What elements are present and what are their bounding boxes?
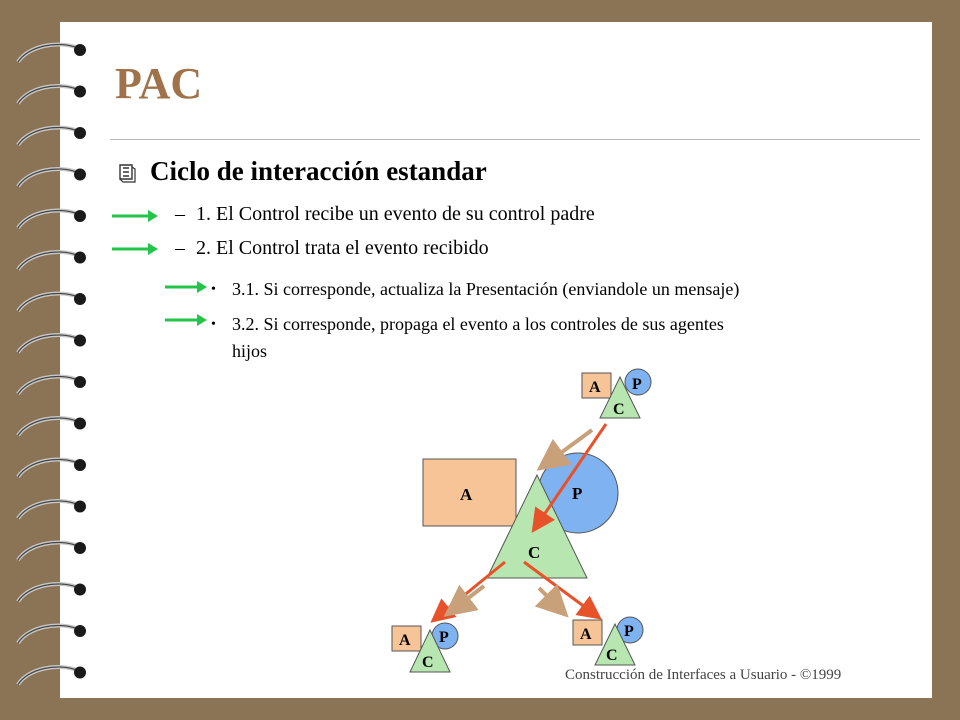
subitem-bullet: • [211, 317, 216, 332]
parent-agent [582, 369, 651, 418]
abstraction-label: A [460, 485, 473, 504]
step-2-text: 2. El Control trata el evento recibido [196, 237, 489, 259]
footer-credit: Construcción de Interfaces a Usuario - ©1999 [565, 667, 842, 683]
slide-title: PAC [115, 59, 203, 108]
item-dash: – [175, 203, 185, 225]
section-heading: Ciclo de interacción estandar [150, 156, 487, 186]
step-3-2-text: 3.2. Si corresponde, propaga el evento a los controles de sus agentes [232, 314, 724, 334]
step-3-1-text: 3.1. Si corresponde, actualiza la Presentación (enviandole un mensaje) [232, 279, 740, 299]
presentation-label: P [632, 376, 642, 393]
message-left-arrow [450, 586, 484, 612]
presentation-label: P [572, 484, 583, 503]
child-agent-right [573, 617, 643, 665]
presentation-label: P [624, 623, 634, 640]
main-agent [423, 453, 618, 578]
control-label: C [613, 401, 625, 418]
presentation-label: P [439, 629, 449, 646]
subitem-bullet: • [211, 282, 216, 297]
child-agent-left [392, 623, 458, 672]
abstraction-label: A [589, 379, 601, 396]
abstraction-label: A [580, 626, 592, 643]
message-right-arrow [539, 588, 563, 612]
step-1-text: 1. El Control recibe un evento de su control padre [196, 203, 595, 225]
step-3-2-text-cont: hijos [232, 341, 268, 361]
control-label: C [606, 647, 618, 664]
item-dash: – [175, 237, 185, 259]
control-label: C [528, 543, 541, 562]
propagate-left-arrow [435, 562, 505, 619]
control-label: C [422, 654, 434, 671]
abstraction-label: A [399, 632, 411, 649]
